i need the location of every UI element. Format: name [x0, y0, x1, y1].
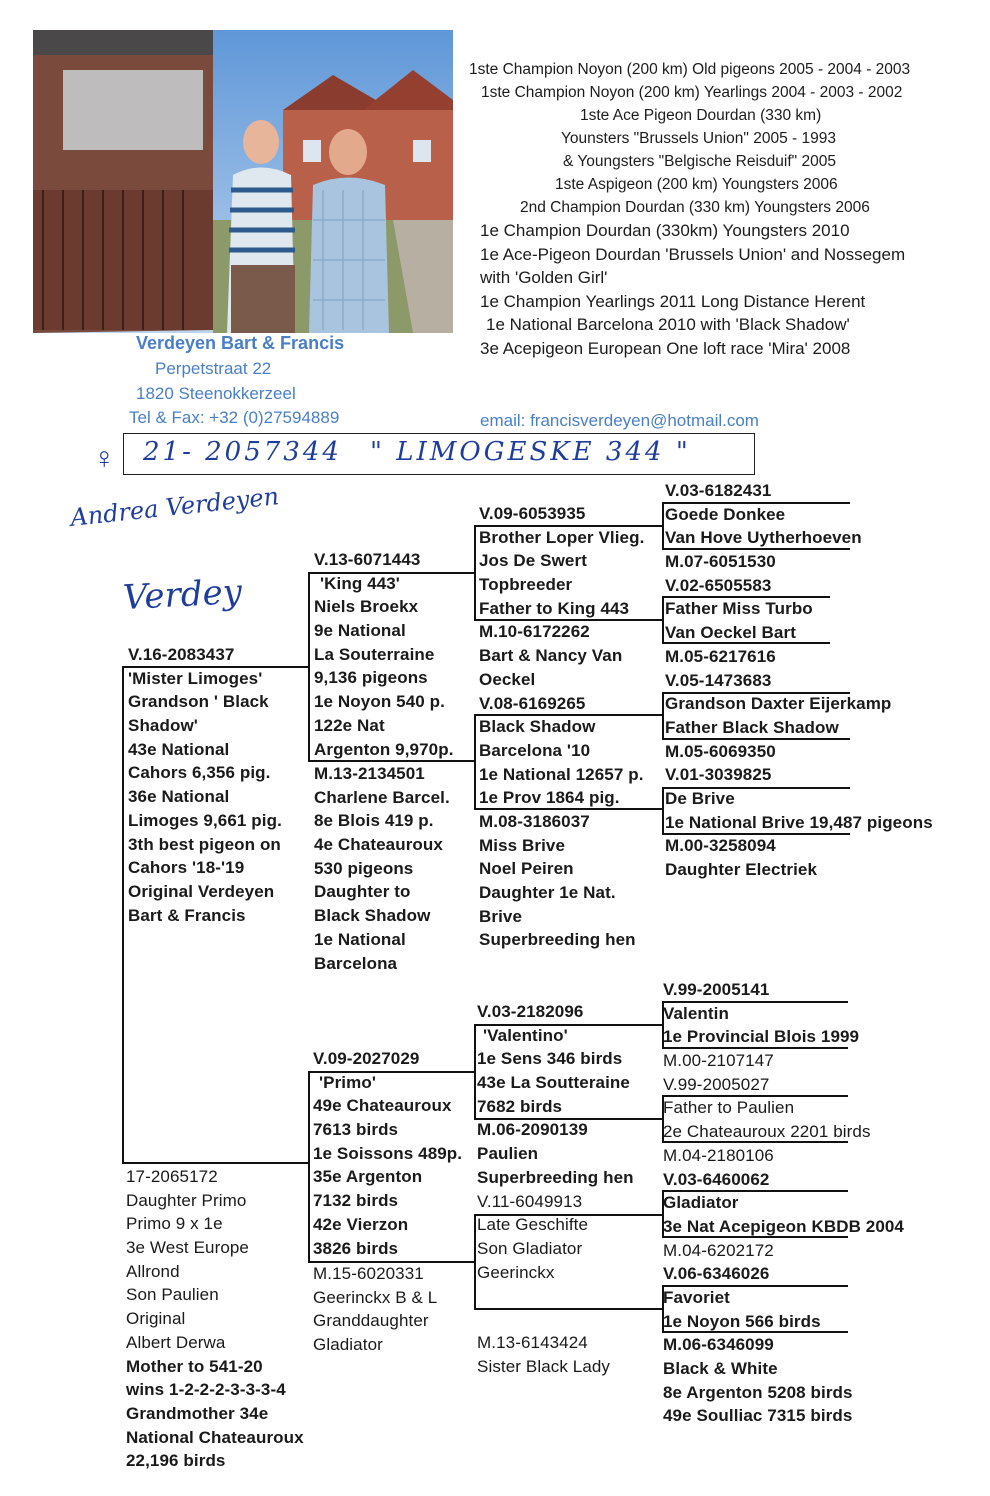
- g4-block-upper: [665, 479, 933, 882]
- dam-block: [126, 1165, 304, 1473]
- dam-line: National Chateauroux: [126, 1427, 304, 1447]
- g3-line: 7682 birds: [477, 1096, 563, 1116]
- g3-line: Son Gladiator: [477, 1238, 583, 1258]
- g4-line: V.06-6346026: [663, 1264, 770, 1284]
- accolade-4: Younsters "Brussels Union" 2005 - 1993: [561, 130, 836, 147]
- sire-line: Grandson ' Black: [128, 692, 269, 712]
- accolade-7: 2nd Champion Dourdan (330 km) Youngsters 2006: [520, 199, 870, 216]
- g4-line: Van Hove Uytherhoeven: [665, 528, 862, 548]
- g3-line: Miss Brive: [479, 835, 566, 855]
- connector: [474, 525, 476, 621]
- g4-line: V.02-6505583: [665, 575, 772, 595]
- g4-line: 1e Noyon 566 birds: [663, 1311, 821, 1331]
- sire-sire-line: 9,136 pigeons: [314, 668, 428, 688]
- accolade-10: with 'Golden Girl': [480, 268, 608, 287]
- g4-line: Daughter Electriek: [665, 860, 818, 879]
- dam-line: 17-2065172: [126, 1167, 218, 1186]
- g3-line: 1e Sens 346 birds: [477, 1049, 623, 1069]
- g4-line: Father to Paulien: [663, 1098, 795, 1118]
- sire-dam-line: Daughter to: [314, 882, 411, 902]
- sire-line: 'Mister Limoges': [128, 668, 263, 688]
- g4-line: Black & White: [663, 1359, 778, 1378]
- g3-line: 1e Prov 1864 pig.: [479, 788, 620, 808]
- g3-line: Brother Loper Vlieg.: [479, 527, 645, 547]
- g4-line: V.03-6460062: [663, 1169, 770, 1189]
- g4-line: V.01-3039825: [665, 765, 772, 785]
- street-address: Perpetstraat 22: [155, 359, 272, 378]
- sire-sire-line: 122e Nat: [314, 715, 385, 735]
- dam-line: Son Paulien: [126, 1285, 219, 1305]
- connector: [662, 692, 664, 740]
- connector: [662, 596, 664, 644]
- sire-sire-line: 9e National: [314, 621, 406, 641]
- connector: [662, 787, 664, 835]
- g4-line: M.07-6051530: [665, 552, 776, 572]
- sire-line: Bart & Francis: [128, 905, 246, 925]
- sire-dam-line: 530 pigeons: [314, 858, 414, 878]
- sire-dam-line: Barcelona: [314, 953, 398, 973]
- g3-line: Paulien: [477, 1144, 539, 1164]
- connector: [308, 1071, 310, 1263]
- accolade-3: 1ste Ace Pigeon Dourdan (330 km): [580, 107, 822, 124]
- dam-sire-line: 42e Vierzon: [313, 1214, 409, 1234]
- g3-block-2: [477, 1000, 634, 1379]
- g4-line: De Brive: [665, 788, 735, 808]
- g3-line: M.13-6143424: [477, 1333, 588, 1353]
- sire-line: Limoges 9,661 pig.: [128, 810, 282, 830]
- g3-line: V.11-6049913: [477, 1191, 583, 1211]
- dam-line: Grandmother 34e: [126, 1403, 269, 1423]
- g3-line: M.06-2090139: [477, 1120, 588, 1140]
- dam-sire-line: V.09-2027029: [313, 1049, 420, 1068]
- sire-line: V.16-2083437: [128, 645, 235, 664]
- dam-line: Allrond: [126, 1261, 180, 1281]
- accolade-1: 1ste Champion Noyon (200 km) Old pigeons 2005 - 2004 - 2003: [469, 61, 911, 78]
- g3-spacer: [477, 1284, 634, 1331]
- accolade-11: 1e Champion Yearlings 2011 Long Distance Herent: [480, 292, 866, 311]
- g3-line: Sister Black Lady: [477, 1356, 611, 1376]
- g4-line: V.03-6182431: [665, 481, 772, 500]
- accolade-9: 1e Ace-Pigeon Dourdan 'Brussels Union' and Nossegem: [480, 245, 906, 264]
- dam-line: wins 1-2-2-2-3-3-3-4: [126, 1380, 286, 1400]
- g4-line: 2e Chateauroux 2201 birds: [663, 1122, 871, 1142]
- g4-line: M.05-6217616: [665, 646, 776, 666]
- sire-dam-line: M.13-2134501: [314, 764, 425, 783]
- dam-line: Albert Derwa: [126, 1332, 226, 1352]
- sire-sire-line: V.13-6071443: [314, 550, 421, 569]
- sire-sire-line: La Souterraine: [314, 644, 435, 664]
- g3-line: Superbreeding hen: [479, 930, 636, 950]
- g4-line: M.04-6202172: [663, 1240, 774, 1260]
- g4-line: V.99-2005027: [663, 1074, 770, 1094]
- accolade-8: 1e Champion Dourdan (330km) Youngsters 2010: [480, 221, 850, 240]
- female-symbol: ♀: [93, 442, 116, 475]
- sire-line: 3th best pigeon on: [128, 834, 281, 854]
- sire-dam-line: 1e National: [314, 929, 406, 949]
- g4-line: V.99-2005141: [663, 980, 770, 999]
- sire-dam-line: Black Shadow: [314, 906, 431, 926]
- phone-fax: Tel & Fax: +32 (0)27594889: [129, 408, 340, 427]
- connector: [122, 666, 124, 1164]
- g3-line: Jos De Swert: [479, 551, 587, 571]
- accolade-6: 1ste Aspigeon (200 km) Youngsters 2006: [555, 176, 838, 193]
- connector: [474, 714, 476, 810]
- city-address: 1820 Steenokkerzeel: [136, 384, 296, 403]
- sire-sire-block: [314, 548, 454, 761]
- g3-line: M.10-6172262: [479, 622, 590, 642]
- g4-line: 1e National Brive 19,487 pigeons: [665, 812, 933, 832]
- g4-line: 49e Soulliac 7315 birds: [663, 1406, 853, 1426]
- g3-line: Superbreeding hen: [477, 1167, 634, 1187]
- dam-sire-line: 'Primo': [319, 1072, 376, 1092]
- g3-block-1: [479, 502, 644, 952]
- g4-line: M.06-6346099: [663, 1335, 774, 1355]
- g4-line: V.05-1473683: [665, 670, 772, 690]
- accolade-12: 1e National Barcelona 2010 with 'Black Shadow': [486, 315, 850, 334]
- signature-andrea: Andrea Verdeyen: [69, 482, 281, 532]
- accolade-13: 3e Acepigeon European One loft race 'Mira' 2008: [480, 339, 851, 358]
- g4-line: Grandson Daxter Eijerkamp: [665, 694, 892, 714]
- sire-sire-line: Niels Broekx: [314, 597, 419, 617]
- sire-dam-line: 8e Blois 419 p.: [314, 811, 434, 831]
- g4-line: Gladiator: [663, 1193, 739, 1213]
- g4-block-lower: [663, 978, 904, 1428]
- g3-line: 43e La Soutteraine: [477, 1073, 630, 1093]
- sire-dam-block: [314, 762, 450, 975]
- connector: [474, 1214, 476, 1310]
- dam-line: Original: [126, 1309, 186, 1329]
- subject-name: " LIMOGESKE 344 ": [370, 437, 691, 467]
- g3-line: Brive: [479, 906, 523, 926]
- accolade-2: 1ste Champion Noyon (200 km) Yearlings 2004 - 2003 - 2002: [481, 84, 903, 101]
- g4-line: Father Black Shadow: [665, 717, 839, 737]
- sire-block: [128, 643, 282, 927]
- g4-line: M.04-2180106: [663, 1145, 774, 1165]
- sire-line: Original Verdeyen: [128, 881, 275, 901]
- g3-line: Topbreeder: [479, 575, 573, 595]
- g3-line: V.03-2182096: [477, 1002, 584, 1021]
- email-address: email: francisverdeyen@hotmail.com: [480, 411, 759, 430]
- sire-dam-line: Charlene Barcel.: [314, 787, 450, 807]
- g3-line: V.08-6169265: [479, 693, 586, 713]
- dam-sire-block: [313, 1047, 462, 1260]
- sire-sire-line: Argenton 9,970p.: [314, 739, 454, 759]
- loft-name: Verdeyen Bart & Francis: [136, 333, 345, 353]
- subject-ring: 21- 2057344: [143, 437, 342, 467]
- g4-line: Valentin: [663, 1003, 729, 1023]
- dam-sire-line: 49e Chateauroux: [313, 1096, 452, 1116]
- signature-verdeyen: Verdey: [122, 571, 243, 619]
- connector: [308, 572, 310, 762]
- dam-line: 3e West Europe: [126, 1238, 249, 1258]
- g3-line: M.08-3186037: [479, 811, 590, 831]
- g3-line: Late Geschifte: [477, 1215, 589, 1235]
- g3-line: V.09-6053935: [479, 504, 586, 523]
- connector: [474, 1024, 476, 1120]
- g4-line: 8e Argenton 5208 birds: [663, 1382, 853, 1402]
- sire-line: 36e National: [128, 787, 230, 807]
- sire-line: Shadow': [128, 716, 198, 736]
- connector: [122, 1162, 308, 1164]
- g3-line: Barcelona '10: [479, 740, 591, 760]
- g3-line: Daughter 1e Nat.: [479, 883, 616, 902]
- dam-sire-line: 3826 birds: [313, 1238, 399, 1258]
- breeders-photo: [33, 30, 453, 333]
- dam-line: 22,196 birds: [126, 1451, 226, 1471]
- g3-line: Bart & Nancy Van: [479, 646, 623, 666]
- g3-line: Noel Peiren: [479, 859, 574, 879]
- g4-line: 3e Nat Acepigeon KBDB 2004: [663, 1216, 904, 1236]
- dam-sire-line: 7613 birds: [313, 1120, 399, 1140]
- dam-line: Daughter Primo: [126, 1190, 247, 1210]
- g4-line: Father Miss Turbo: [665, 599, 813, 619]
- sire-line: Cahors '18-'19: [128, 858, 245, 878]
- dam-dam-line: Geerinckx B & L: [313, 1287, 438, 1307]
- sire-sire-line: 'King 443': [320, 573, 400, 593]
- dam-sire-line: 35e Argenton: [313, 1167, 423, 1187]
- connector: [662, 502, 664, 550]
- dam-sire-line: 7132 birds: [313, 1191, 399, 1211]
- dam-line: Primo 9 x 1e: [126, 1214, 223, 1234]
- g3-line: Father to King 443: [479, 598, 630, 618]
- dam-dam-line: Granddaughter: [313, 1311, 429, 1331]
- g4-line: M.00-2107147: [663, 1051, 774, 1071]
- g4-line: Van Oeckel Bart: [665, 623, 796, 643]
- sire-line: Cahors 6,356 pig.: [128, 763, 271, 783]
- g3-line: Oeckel: [479, 669, 536, 689]
- dam-dam-line: M.15-6020331: [313, 1264, 424, 1283]
- g4-line: M.05-6069350: [665, 741, 776, 761]
- g4-line: 1e Provincial Blois 1999: [663, 1027, 860, 1047]
- dam-dam-block: [313, 1262, 437, 1357]
- dam-line: Mother to 541-20: [126, 1356, 263, 1376]
- sire-sire-line: 1e Noyon 540 p.: [314, 692, 445, 712]
- accolade-5: & Youngsters "Belgische Reisduif" 2005: [563, 153, 836, 170]
- g3-line: 'Valentino': [483, 1025, 568, 1045]
- sire-dam-line: 4e Chateauroux: [314, 835, 443, 855]
- sire-line: 43e National: [128, 739, 230, 759]
- g3-line: Geerinckx: [477, 1262, 555, 1282]
- dam-dam-line: Gladiator: [313, 1335, 383, 1355]
- g3-line: Black Shadow: [479, 717, 596, 737]
- g3-line: 1e National 12657 p.: [479, 764, 644, 784]
- dam-sire-line: 1e Soissons 489p.: [313, 1143, 463, 1163]
- g4-line: Goede Donkee: [665, 504, 786, 524]
- g4-line: Favoriet: [663, 1287, 730, 1307]
- g4-line: M.00-3258094: [665, 836, 776, 856]
